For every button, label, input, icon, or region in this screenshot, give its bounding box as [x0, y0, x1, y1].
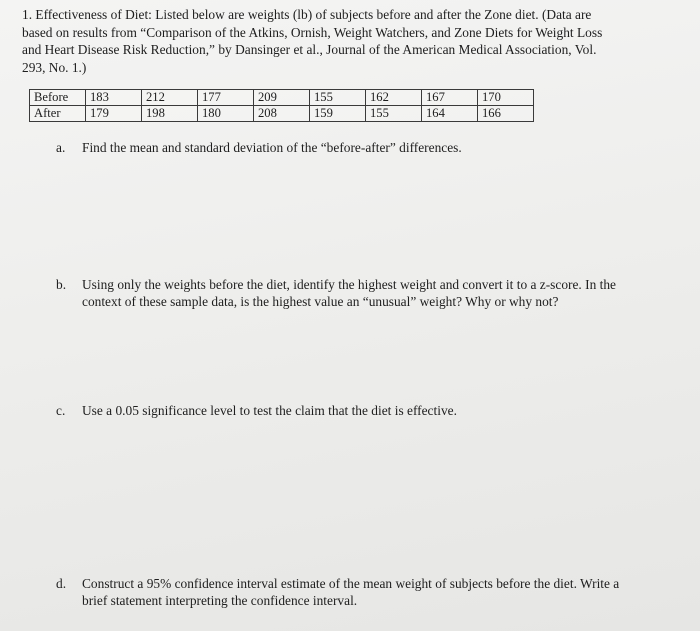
after-cell: 198 [142, 106, 198, 122]
intro-line-1: 1. Effectiveness of Diet: Listed below are weights (lb) of subjects before and after the Zone diet. (Data are [22, 7, 592, 22]
question-c-text: Use a 0.05 significance level to test the claim that the diet is effective. [82, 403, 457, 418]
question-d-line-1: Construct a 95% confidence interval estimate of the mean weight of subjects before the diet. Write a [82, 576, 620, 591]
before-label: Before [30, 90, 86, 106]
before-cell: 155 [310, 90, 366, 106]
question-d-label: d. [56, 576, 67, 591]
before-row [30, 90, 534, 106]
question-d-line-2: brief statement interpreting the confidence interval. [82, 593, 358, 608]
question-a-label: a. [56, 140, 66, 155]
before-cell: 212 [142, 90, 198, 106]
after-cell: 166 [478, 106, 534, 122]
after-cell: 155 [366, 106, 422, 122]
before-cell: 183 [86, 90, 142, 106]
question-b-line-1: Using only the weights before the diet, identify the highest weight and convert it to a z-score. In the [82, 277, 616, 292]
before-cell: 170 [478, 90, 534, 106]
before-cell: 162 [366, 90, 422, 106]
question-b-label: b. [56, 277, 67, 292]
question-c [56, 402, 656, 419]
intro-line-2: based on results from “Comparison of the Atkins, Ornish, Weight Watchers, and Zone Diets for Weight Loss [22, 24, 603, 40]
question-c-label: c. [56, 403, 66, 418]
after-cell: 159 [310, 106, 366, 122]
question-b-line-2: context of these sample data, is the highest value an “unusual” weight? Why or why not? [82, 294, 559, 309]
after-row [30, 106, 534, 122]
problem-intro [22, 6, 672, 76]
intro-line-4: 293, No. 1.) [22, 59, 87, 75]
question-a [56, 139, 656, 156]
after-cell: 164 [422, 106, 478, 122]
after-cell: 208 [254, 106, 310, 122]
question-a-text: Find the mean and standard deviation of the “before-after” differences. [82, 140, 462, 155]
after-label: After [30, 106, 86, 122]
after-cell: 179 [86, 106, 142, 122]
question-b [56, 276, 656, 310]
question-d [56, 575, 676, 609]
after-cell: 180 [198, 106, 254, 122]
before-cell: 177 [198, 90, 254, 106]
weights-table [29, 89, 534, 122]
before-cell: 209 [254, 90, 310, 106]
before-cell: 167 [422, 90, 478, 106]
intro-line-3: and Heart Disease Risk Reduction,” by Dansinger et al., Journal of the American Medical Association, Vol. [22, 42, 597, 57]
